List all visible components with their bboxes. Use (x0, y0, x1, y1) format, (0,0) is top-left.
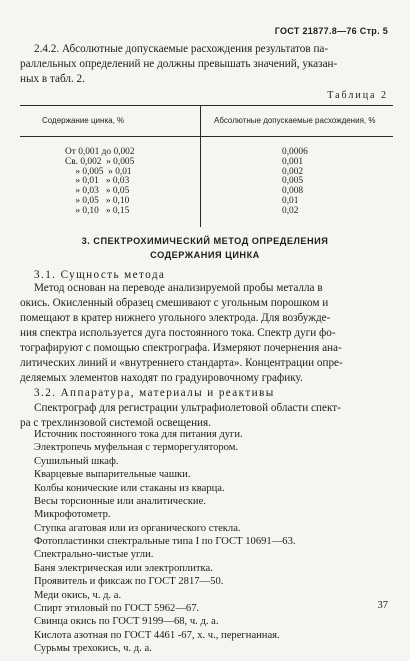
intro-line-1: 2.4.2. Абсолютные допускаемые расхождения результатов па- (34, 43, 329, 55)
table-row-value: 0,001 (282, 156, 304, 167)
table-row-value: 0,002 (282, 166, 304, 177)
method-line: ния спектра используется дуга постоянного тока. Спектр дуги фо- (20, 327, 336, 339)
subsection-3-2: 3.2. Аппаратура, материалы и реактивы (34, 387, 275, 399)
method-line: литических линий и «внутреннего стандарта». Концентрации опре- (20, 357, 343, 369)
table-row-range: » 0,10 » 0,15 (73, 205, 130, 216)
list-item: Кислота азотная по ГОСТ 4461 -67, х. ч., перегнанная. (34, 629, 280, 641)
list-item: Сушильный шкаф. (34, 455, 119, 467)
method-line: помещают в кратер нижнего угольного электрода. Для возбужде- (20, 312, 331, 324)
list-item: Фотопластинки спектральные типа I по ГОСТ 10691—63. (34, 536, 296, 547)
list-item: Весы торсионные или аналитические. (34, 495, 206, 507)
list-item: Меди окись, ч. д. а. (34, 589, 122, 601)
intro-line-3: ных в табл. 2. (20, 73, 85, 85)
table-row-value: 0,02 (282, 205, 299, 216)
list-item: Сурьмы трехокись, ч. д. а. (34, 643, 152, 654)
table-column-divider (200, 105, 201, 227)
list-item: Ступка агатовая или из органического стекла. (34, 522, 241, 534)
intro-line-2: раллельных определений не должны превышать значений, указан- (20, 58, 338, 70)
table-row-range: » 0,005 » 0,01 (73, 166, 132, 177)
method-line: тографируют с помощью спектрографа. Измеряют почернения ана- (20, 342, 342, 354)
table-row-value: 0,008 (282, 186, 304, 197)
table-row-value: 0,0006 (282, 147, 308, 157)
table-header-rule (20, 136, 393, 137)
table-row-range: » 0,05 » 0,10 (73, 195, 130, 206)
page-number: 37 (377, 600, 388, 611)
table-col1-header: Содержание цинка, % (42, 116, 125, 125)
table-row-value: 0,005 (282, 176, 304, 187)
section-title-line-2: СОДЕРЖАНИЯ ЦИНКА (150, 250, 260, 260)
list-item: Спектрально-чистые угли. (34, 549, 154, 561)
table-row-range: От 0,001 до 0,002 (65, 147, 135, 157)
list-item: Спирт этиловый по ГОСТ 5962—67. (34, 602, 200, 614)
table-col2-values (282, 148, 308, 217)
list-item: Баня электрическая или электроплитка. (34, 562, 213, 574)
method-line: окись. Окисленный образец смешивают с угольным порошком и (20, 297, 329, 309)
table-col2-header: Абсолютные допускаемые расхождения, % (214, 116, 376, 125)
table-col1-values (65, 148, 135, 217)
table-row-range: » 0,03 » 0,05 (73, 186, 130, 197)
list-item: Кварцевые выпарительные чашки. (34, 469, 191, 481)
method-line: Метод основан на переводе анализируемой пробы металла в (34, 282, 323, 294)
list-item: Проявитель и фиксаж по ГОСТ 2817—50. (34, 576, 224, 588)
list-item: Колбы конические или стаканы из кварца. (34, 482, 225, 494)
list-item: Свинца окись по ГОСТ 9199—68, ч. д. а. (34, 616, 219, 628)
equipment-line: Спектрограф для регистрации ультрафиолетовой области спект- (34, 402, 341, 414)
list-item: Источник постоянного тока для питания дуги. (34, 429, 243, 440)
table-row-range: Св. 0,002 » 0,005 (65, 156, 135, 167)
section-title-line-1: 3. СПЕКТРОХИМИЧЕСКИЙ МЕТОД ОПРЕДЕЛЕНИЯ (81, 236, 329, 246)
list-item: Микрофотометр. (34, 509, 111, 521)
method-line: деляемых элементов находят по градуировочному графику. (20, 372, 303, 384)
running-header: ГОСТ 21877.8—76 Стр. 5 (274, 26, 388, 36)
table-caption: Таблица 2 (327, 90, 388, 101)
subsection-3-1: 3.1. Сущность метода (34, 269, 166, 281)
list-item: Электропечь муфельная с терморегулятором. (34, 442, 239, 454)
table-top-rule (20, 105, 393, 106)
table-row-range: » 0,01 » 0,03 (73, 176, 130, 187)
equipment-line: ра с трехлинзовой системой освещения. (20, 417, 211, 429)
table-row-value: 0,01 (282, 195, 299, 206)
